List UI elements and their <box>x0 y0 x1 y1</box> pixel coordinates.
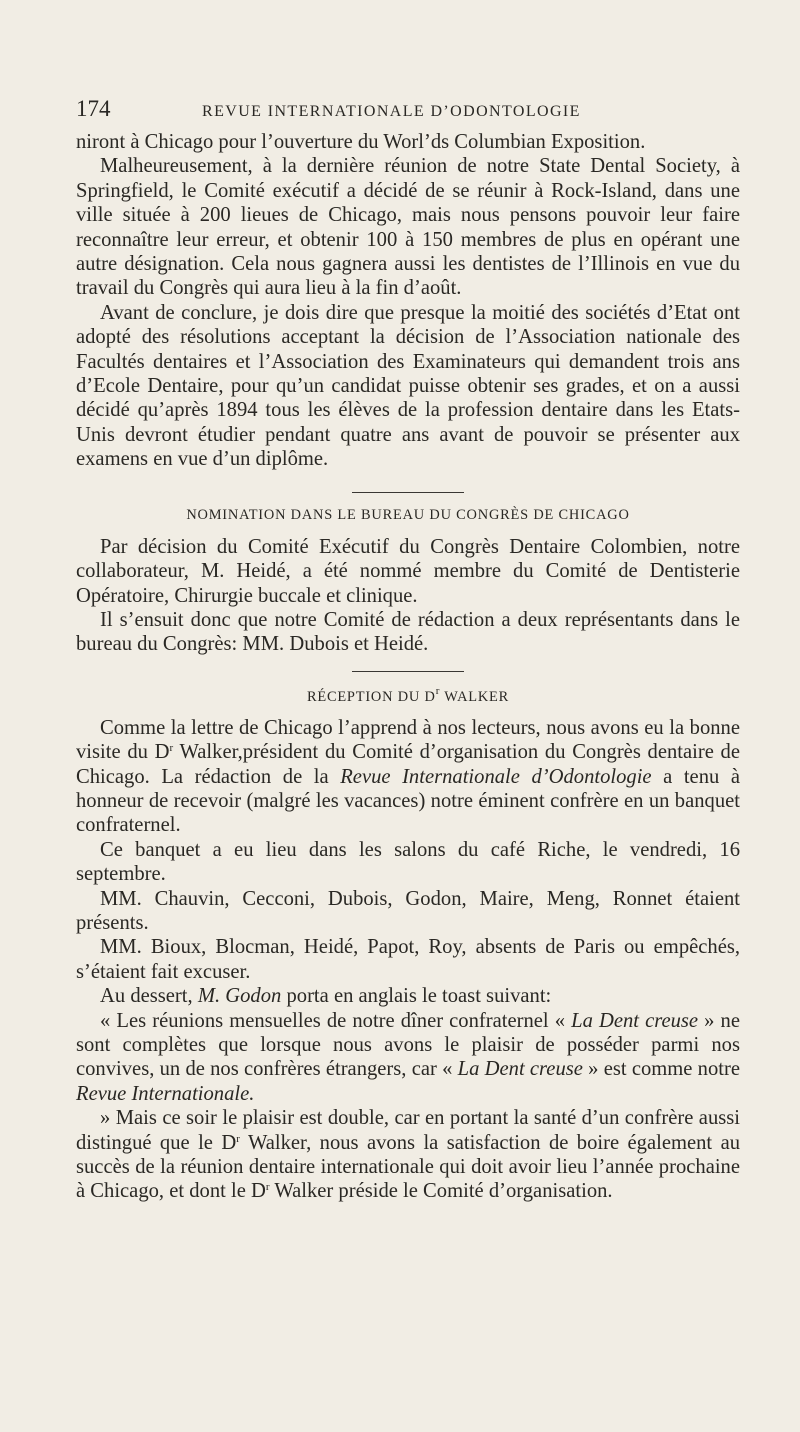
intro-paragraph-2: Malheureusement, à la dernière réunion de notre State Dental Society, à Springfield, le Comité exécutif a décidé de se réunir à Rock-Island, dans une ville située à 200 lieues de Chicago, mais nous pensons pouvoir leur faire reconnaître leur erreur, et obtenir 100 à 150 membres de plus en opérant une autre désignation. Cela nous gagnera aussi les dentistes de l’Illinois en vue du travail du Congrès qui aura lieu à la fin d’août. <box>76 155 740 300</box>
reception-paragraph-3: MM. Chauvin, Cecconi, Dubois, Godon, Maire, Meng, Ronnet étaient présents. <box>76 887 740 934</box>
nomination-paragraph-2: Il s’ensuit donc que notre Comité de rédaction a deux représentants dans le bureau du Congrès: MM. Dubois et Heidé. <box>76 608 740 656</box>
reception-paragraph-1: Comme la lettre de Chicago l’apprend à nos lecteurs, nous avons eu la bonne visite du $D^r$ Walker,président du Comité d’organisation du Congrès dentaire de Chicago. La rédaction de la Revue Internationale d’Odontologie a tenu à honneur de recevoir (malgré les vacances) notre éminent confrère en un banquet confraternel. <box>76 716 740 837</box>
page-number: 174 <box>76 96 111 121</box>
reception-paragraph-7: » Mais ce soir le plaisir est double, car en portant la santé d’un confrère aussi distingué que le $D^r$ Walker, nous avons la satisfaction de boire également au succès de la réunion dentaire internationale qui doit avoir lieu l’année prochaine à Chicago, et dont le $D^r$ Walker préside le Comité d’organisation. <box>76 1107 741 1203</box>
section-divider-2 <box>352 671 464 672</box>
section-title-nomination: NOMINATION DANS LE BUREAU DU CONGRÈS DE CHICAGO <box>186 506 630 523</box>
section-title-reception: RÉCEPTION DU $D^r$ WALKER <box>306 684 510 705</box>
section-divider-1 <box>352 492 464 493</box>
reception-paragraph-4: MM. Bioux, Blocman, Heidé, Papot, Roy, absents de Paris ou empêchés, s’étaient fait excuser. <box>76 936 740 983</box>
reception-paragraph-2: Ce banquet a eu lieu dans les salons du café Riche, le vendredi, 16 septembre. <box>76 838 740 886</box>
journal-title: Revue Internationale d’Odontologie <box>340 765 652 788</box>
reception-paragraph-6: « Les réunions mensuelles de notre dîner confraternel « La Dent creuse » ne sont complètes que lorsque nous avons le plaisir de posséder parmi nos convives, un de nos confrères étrangers, car « La Dent creuse » est comme notre Revue Internationale. <box>76 1009 740 1105</box>
page-header <box>76 96 740 130</box>
running-head: REVUE INTERNATIONALE D’ODONTOLOGIE <box>202 103 581 120</box>
intro-paragraph-3: Avant de conclure, je dois dire que presque la moitié des sociétés d’Etat ont adopté des résolutions acceptant la décision de l’Association nationale des Facultés dentaires et l’Association des Examinateurs qui demandent trois ans d’Ecole Dentaire, pour qu’un candidat puisse obtenir ses grades, et on a aussi décidé qu’après 1894 tous les élèves de la profession dentaire dans les Etats-Unis devront étudier pendant quatre ans avant de pouvoir se présenter aux examens en vue d’un diplôme. <box>76 301 740 471</box>
page <box>76 96 740 1204</box>
intro-paragraph-1: niront à Chicago pour l’ouverture du Worl’ds Columbian Exposition. <box>76 131 646 153</box>
reception-paragraph-5: Au dessert, M. Godon porta en anglais le toast suivant: <box>100 985 552 1008</box>
nomination-paragraph-1: Par décision du Comité Exécutif du Congrès Dentaire Colombien, notre collaborateur, M. Heidé, a été nommé membre du Comité de Dentisterie Opératoire, Chirurgie buccale et clinique. <box>76 535 740 607</box>
